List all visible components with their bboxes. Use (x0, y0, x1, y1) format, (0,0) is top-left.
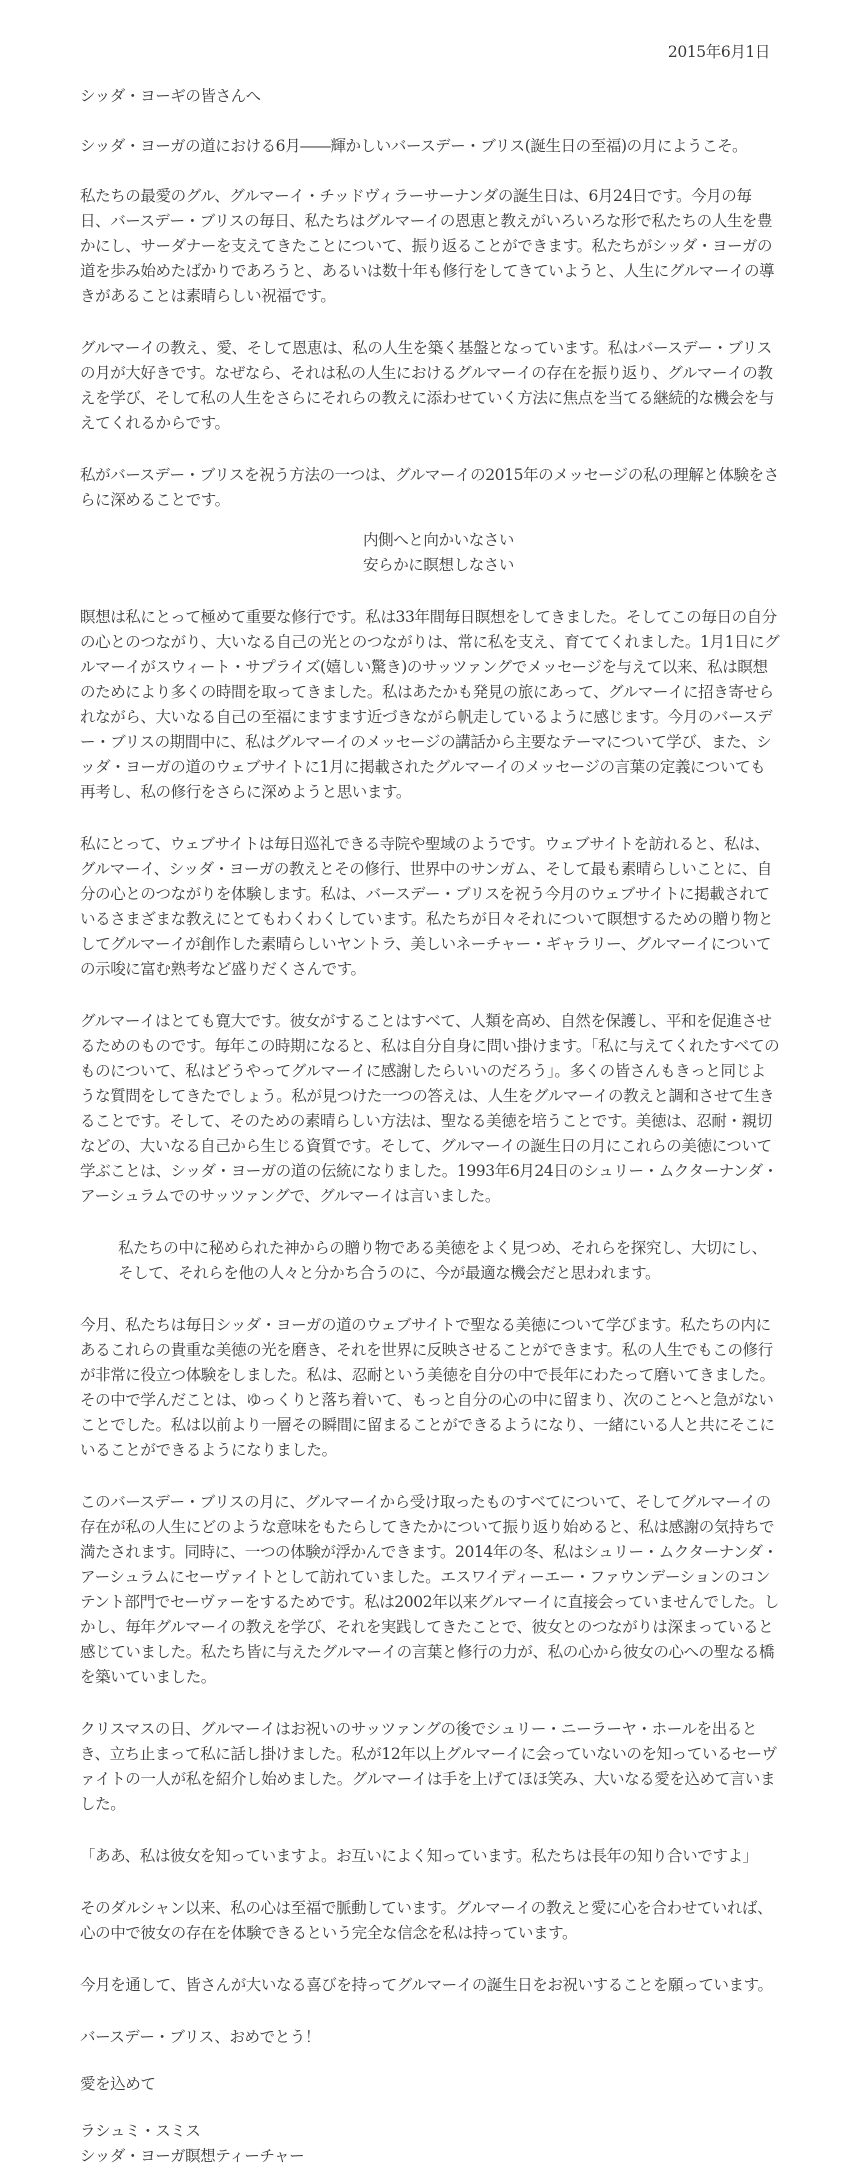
letter-closing (80, 2025, 780, 2169)
message-poem (80, 528, 780, 578)
poem-line: 内側へと向かいなさい (363, 531, 515, 549)
paragraph: 今月を通して、皆さんが大いなる喜びを持ってグルマーイの誕生日をお祝いすることを願っています。 (80, 1976, 773, 1994)
paragraph: グルマーイはとても寛大です。彼女がすることはすべて、人類を高め、自然を保護し、平和を促進させるためのものです。毎年この時期になると、私は自分自身に問い掛けます。「私に与えてくれたすべてのものについて、私はどうやってグルマーイに感謝したらいいのだろう」。多くの皆さんもきっと同じような質問をしてきたでしょう。私が見つけた一つの答えは、人生をグルマーイの教えと調和させて生きることです。そして、そのための素晴らしい方法は、聖なる美徳を培うことです。美徳は、忍耐・親切などの、大いなる自己から生じる資質です。そして、グルマーイの誕生日の月にこれらの美徳について学ぶことは、シッダ・ヨーガの道の伝統になりました。1993年6月24日のシュリー・ムクターナンダ・アーシュラムでのサッツァングで、グルマーイは言いました。 (80, 1012, 780, 1205)
paragraph: 瞑想は私にとって極めて重要な修行です。私は33年間毎日瞑想をしてきました。そしてこの毎日の自分の心とのつながり、大いなる自己の光とのつながりは、常に私を支え、育ててくれました。1月1日にグルマーイがスウィート・サプライズ(嬉しい驚き)のサッツァングでメッセージを与えて以来、私は瞑想のためにより多くの時間を取ってきました。私はあたかも発見の旅にあって、グルマーイに招き寄せられながら、大いなる自己の至福にますます近づきながら帆走しているように感じます。今月のバースデー・ブリスの期間中に、私はグルマーイのメッセージの講話から主要なテーマについて学び、また、シッダ・ヨーガの道のウェブサイトに1月に掲載されたグルマーイのメッセージの言葉の定義についても再考し、私の修行をさらに深めようと思います。 (80, 608, 780, 801)
paragraph: クリスマスの日、グルマーイはお祝いのサッツァングの後でシュリー・ニーラーヤ・ホールを出るとき、立ち止まって私に話し掛けました。私が12年以上グルマーイに会っていないのを知っているセーヴァイトの一人が私を紹介し始めました。グルマーイは手を上げてほほ笑み、大いなる愛を込めて言いました。 (80, 1720, 777, 1813)
paragraph: グルマーイの教え、愛、そして恩恵は、私の人生を築く基盤となっています。私はバースデー・ブリスの月が大好きです。なぜなら、それは私の人生におけるグルマーイの存在を振り返り、グルマーイの教えを学び、そして私の人生をさらにそれらの教えに添わせていく方法に焦点を当てる継続的な機会を与えてくれるからです。 (80, 339, 774, 432)
paragraph: 今月、私たちは毎日シッダ・ヨーガの道のウェブサイトで聖なる美徳について学びます。私たちの内にあるこれらの貴重な美徳の光を磨き、それを世界に反映させることができます。私の人生でもこの修行が非常に役立つ体験をしました。私は、忍耐という美徳を自分の中で長年にわたって磨いてきました。その中で学んだことは、ゆっくりと落ち着いて、もっと自分の心の中に留まり、次のことへと急がないことでした。私は以前より一層その瞬間に留まることができるようになり、一緒にいる人と共にそこにいることができるようになりました。 (80, 1316, 775, 1459)
paragraph: 私にとって、ウェブサイトは毎日巡礼できる寺院や聖域のようです。ウェブサイトを訪れると、私は、グルマーイ、シッダ・ヨーガの教えとその修行、世界中のサンガム、そして最も素晴らしいことに、自分の心とのつながりを体験します。私は、バースデー・ブリスを祝う今月のウェブサイトに掲載されているさまざまな教えにとてもわくわくしています。私たちが日々それについて瞑想するための贈り物としてグルマーイが創作した素晴らしいヤントラ、美しいネーチャー・ギャラリー、グルマーイについての示唆に富む熟考など盛りだくさんです。 (80, 835, 774, 978)
signature-title: シッダ・ヨーガ瞑想ティーチャー (80, 2147, 305, 2165)
paragraph: そのダルシャン以来、私の心は至福で脈動しています。グルマーイの教えと愛に心を合わせていれば、心の中で彼女の存在を体験できるという完全な信念を私は持っています。 (80, 1899, 773, 1942)
paragraph: 私がバースデー・ブリスを祝う方法の一つは、グルマーイの2015年のメッセージの私の理解と体験をさらに深めることです。 (80, 466, 779, 509)
paragraph: このバースデー・ブリスの月に、グルマーイから受け取ったものすべてについて、そしてグルマーイの存在が私の人生にどのような意味をもたらしてきたかについて振り返り始めると、私は感謝の気持ちで満たされます。同時に、一つの体験が浮かんできます。2014年の冬、私はシュリー・ムクターナンダ・アーシュラムにセーヴァイトとして訪れていました。エスワイディーエー・ファウンデーションのコンテント部門でセーヴァーをするためです。私は2002年以来グルマーイに直接会っていませんでした。しかし、毎年グルマーイの教えを学び、それを実践してきたことで、彼女とのつながりは深まっていると感じていました。私たち皆に与えたグルマーイの言葉と修行の力が、私の心から彼女の心への聖なる橋を築いていました。 (80, 1493, 779, 1686)
paragraph: 私たちの最愛のグル、グルマーイ・チッドヴィラーサーナンダの誕生日は、6月24日です。今月の毎日、バースデー・ブリスの毎日、私たちはグルマーイの恩恵と教えがいろいろな形で私たちの人生を豊かにし、サーダナーを支えてきたことについて、振り返ることができます。私たちがシッダ・ヨーガの道を歩み始めたばかりであろうと、あるいは数十年も修行をしてきていようと、人生にグルマーイの導きがあることは素晴らしい祝福です。 (80, 187, 775, 305)
poem-line: 安らかに瞑想しなさい (363, 556, 515, 574)
letter-date: 2015年6月1日 (667, 43, 770, 61)
intro-paragraph: シッダ・ヨーガの道における6月――輝かしいバースデー・ブリス(誕生日の至福)の月にようこそ。 (80, 137, 748, 155)
salutation: シッダ・ヨーギの皆さんへ (80, 87, 261, 105)
block-quote: 私たちの中に秘められた神からの贈り物である美徳をよく見つめ、それらを探究し、大切にし、そして、それらを他の人々と分かち合うのに、今が最適な機会だと思われます。 (118, 1239, 767, 1282)
closing-greeting: バースデー・ブリス、おめでとう！ (80, 2028, 321, 2046)
letter-body (80, 84, 780, 2169)
closing-regards: 愛を込めて (80, 2075, 156, 2093)
quoted-speech: 「ああ、私は彼女を知っていますよ。お互いによく知っています。私たちは長年の知り合いですよ」 (80, 1847, 758, 1865)
signature-name: ラシュミ・スミス (80, 2122, 201, 2140)
